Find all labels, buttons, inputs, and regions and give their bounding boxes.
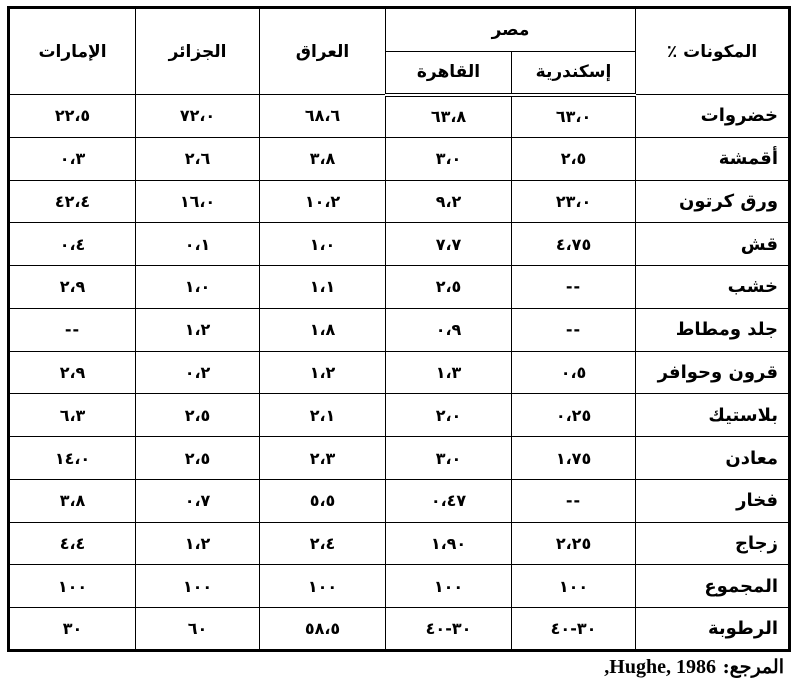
table-row [9,308,790,351]
table-cell: ١،١ [260,266,386,309]
table-cell: -- [512,266,636,309]
header-components: المكونات ٪ [636,8,790,95]
table-cell: ٠،٤٧ [386,479,512,522]
table-cell: ٢٣،٠ [512,180,636,223]
table-cell: -- [512,308,636,351]
source-reference: Hughe, 1986, [604,656,716,678]
table-row [9,95,790,138]
header-uae: الإمارات [9,8,136,95]
table-cell: ٠،٧ [136,479,260,522]
table-cell: ١،٠ [136,266,260,309]
row-label: خضروات [636,95,790,138]
source-label: المرجع: [722,656,784,678]
table-cell: ٠،٣ [9,137,136,180]
table-cell: ٢،٥ [512,137,636,180]
table-cell: ٦٨،٦ [260,95,386,138]
table-cell: ٢،٩ [9,266,136,309]
table-cell: ٦،٣ [9,394,136,437]
table-cell: ١٠٠ [512,565,636,608]
header-cairo: القاهرة [386,52,512,95]
table-cell: ٤٢،٤ [9,180,136,223]
header-iraq: العراق [260,8,386,95]
source-note [604,656,784,679]
table-cell: ٤،٧٥ [512,223,636,266]
table-cell: ١٠،٢ [260,180,386,223]
table-row [9,437,790,480]
table-cell: -- [512,479,636,522]
row-label: أقمشة [636,137,790,180]
table-row [9,137,790,180]
table-cell: ١،٣ [386,351,512,394]
table-cell: ٠،٤ [9,223,136,266]
components-table [7,6,791,652]
table-cell: ٢،٥ [386,266,512,309]
table-cell: ٠،٩ [386,308,512,351]
table-cell: ٥،٥ [260,479,386,522]
table-cell: ١،٧٥ [512,437,636,480]
table-row [9,223,790,266]
header-egypt: مصر [386,8,636,52]
table-row [9,522,790,565]
table-cell: ٥٨،٥ [260,608,386,651]
table-cell: ١،٢ [260,351,386,394]
table-cell: ٠،٥ [512,351,636,394]
table-cell: ١٠٠ [260,565,386,608]
header-alexandria: إسكندرية [512,52,636,95]
table-cell: ٧٢،٠ [136,95,260,138]
table-cell: ١،٢ [136,522,260,565]
row-label: زجاج [636,522,790,565]
table-cell: -- [9,308,136,351]
row-label: قش [636,223,790,266]
table-cell: ٢،٤ [260,522,386,565]
table-cell: ٩،٢ [386,180,512,223]
table-cell: ٣،٠ [386,437,512,480]
table-cell: ١،٢ [136,308,260,351]
table-cell: ١،٠ [260,223,386,266]
table-cell: ٤،٤ [9,522,136,565]
row-label: المجموع [636,565,790,608]
table-cell: ٣،٠ [386,137,512,180]
row-label: الرطوبة [636,608,790,651]
table-cell: ٠،٢ [136,351,260,394]
table-row [9,565,790,608]
table-cell: ٣،٨ [9,479,136,522]
table-cell: ٢،٠ [386,394,512,437]
table-cell: ١،٨ [260,308,386,351]
table-cell: ٢،٩ [9,351,136,394]
table-cell: ٠،١ [136,223,260,266]
table-row [9,351,790,394]
row-label: خشب [636,266,790,309]
header-row [9,8,790,52]
table-row [9,608,790,651]
table-cell: ١٠٠ [9,565,136,608]
table-row [9,479,790,522]
table-row [9,394,790,437]
table-cell: ٢،٥ [136,394,260,437]
table-cell: ١٦،٠ [136,180,260,223]
row-label: معادن [636,437,790,480]
table-cell: ٦٠ [136,608,260,651]
table-cell: ٢،٢٥ [512,522,636,565]
row-label: فخار [636,479,790,522]
table-cell: ٢،٣ [260,437,386,480]
table-cell: ٢،٦ [136,137,260,180]
row-label: قرون وحوافر [636,351,790,394]
table-cell: ٣٠ [9,608,136,651]
table-cell: ٣٠-٤٠ [512,608,636,651]
table-cell: ٠،٢٥ [512,394,636,437]
table-cell: ١٠٠ [386,565,512,608]
table-cell: ١٠٠ [136,565,260,608]
table-cell: ٧،٧ [386,223,512,266]
table-cell: ١٤،٠ [9,437,136,480]
table-cell: ٣٠-٤٠ [386,608,512,651]
table-cell: ٢٢،٥ [9,95,136,138]
row-label: جلد ومطاط [636,308,790,351]
row-label: ورق كرتون [636,180,790,223]
table-cell: ٣،٨ [260,137,386,180]
table-cell: ٦٣،٠ [512,95,636,138]
table-row [9,180,790,223]
table-body [9,95,790,651]
table-cell: ١،٩٠ [386,522,512,565]
table-cell: ٢،٥ [136,437,260,480]
header-algeria: الجزائر [136,8,260,95]
row-label: بلاستيك [636,394,790,437]
table-cell: ٢،١ [260,394,386,437]
table-cell: ٦٣،٨ [386,95,512,138]
table-row [9,266,790,309]
